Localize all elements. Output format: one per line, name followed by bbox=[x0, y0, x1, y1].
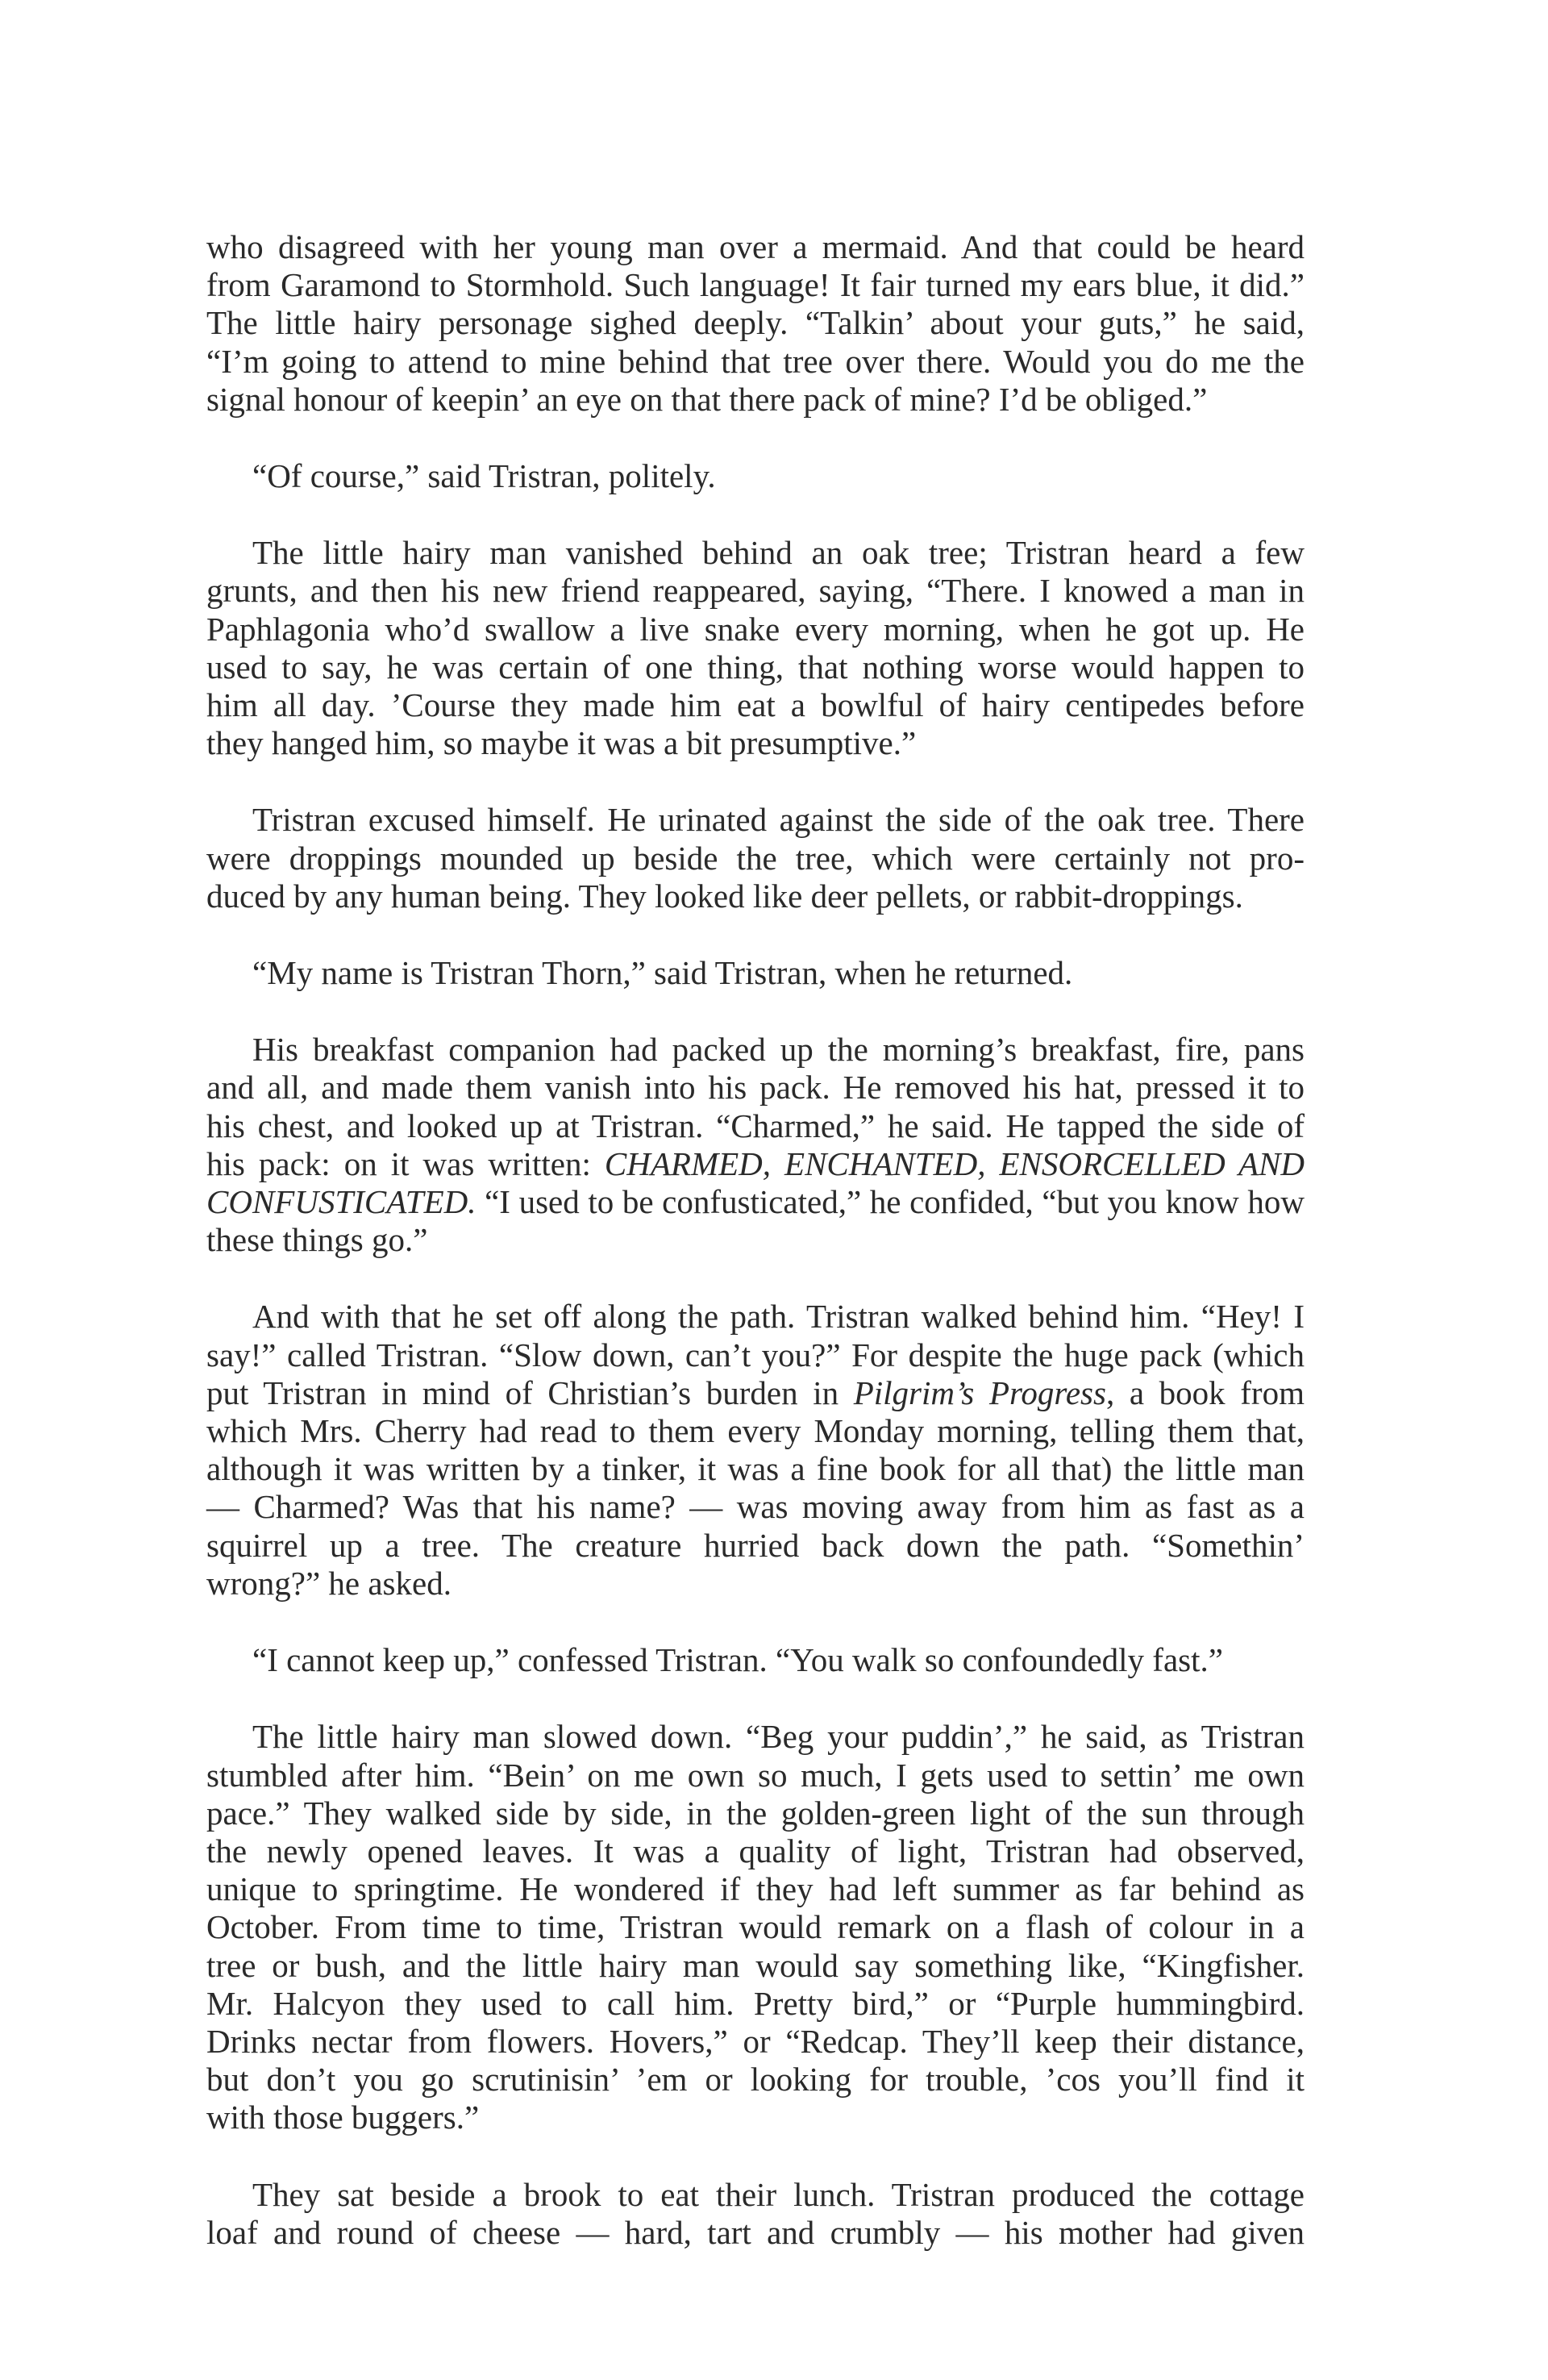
text-line: Paphlagonia who’d swallow a live snake every morning, when he got up. He bbox=[206, 610, 1305, 648]
text-line: from Garamond to Stormhold. Such language! It fair turned my ears blue, it did.” bbox=[206, 266, 1305, 304]
text-line: wrong?” he asked. bbox=[206, 1564, 452, 1602]
text-line: these things go.” bbox=[206, 1221, 428, 1259]
text-line: and all, and made them vanish into his pack. He removed his hat, pressed it to bbox=[206, 1069, 1305, 1107]
paragraph bbox=[206, 954, 1305, 992]
text-line: “I’m going to attend to mine behind that tree over there. Would you do me the bbox=[206, 342, 1305, 380]
text-line: unique to springtime. He wondered if they had left summer as far behind as bbox=[206, 1870, 1305, 1908]
text-line: They sat beside a brook to eat their lunch. Tristran produced the cottage bbox=[252, 2175, 1305, 2213]
text-line: his chest, and looked up at Tristran. “Charmed,” he said. He tapped the side of bbox=[206, 1107, 1305, 1144]
text-line: although it was written by a tinker, it was a fine book for all that) the little man bbox=[206, 1450, 1305, 1488]
text-line: “I cannot keep up,” confessed Tristran. “You walk so confoundedly fast.” bbox=[252, 1641, 1223, 1679]
paragraph bbox=[206, 457, 1305, 495]
text-line: say!” called Tristran. “Slow down, can’t you?” For despite the huge pack (which bbox=[206, 1336, 1305, 1373]
text-line: they hanged him, so maybe it was a bit presumptive.” bbox=[206, 724, 917, 762]
text-line: — Charmed? Was that his name? — was moving away from him as fast as a bbox=[206, 1488, 1305, 1526]
paragraph bbox=[206, 1031, 1305, 1259]
text-line: but don’t you go scrutinisin’ ’em or looking for trouble, ’cos you’ll find it bbox=[206, 2061, 1305, 2099]
paragraph bbox=[206, 534, 1305, 762]
text-line: Mr. Halcyon they used to call him. Pretty bird,” or “Purple hummingbird. bbox=[206, 1984, 1305, 2022]
text-line: “Of course,” said Tristran, politely. bbox=[252, 457, 716, 495]
text-line: grunts, and then his new friend reappeared, saying, “There. I knowed a man in bbox=[206, 572, 1305, 610]
text-line: stumbled after him. “Bein’ on me own so much, I gets used to settin’ me own bbox=[206, 1756, 1305, 1794]
text-line: The little hairy personage sighed deeply. “Talkin’ about your guts,” he said, bbox=[206, 304, 1305, 342]
text-line: duced by any human being. They looked like deer pellets, or rabbit-droppings. bbox=[206, 877, 1243, 915]
text-line: who disagreed with her young man over a mermaid. And that could be heard bbox=[206, 228, 1305, 265]
italic-text: CONFUSTICATED. bbox=[206, 1183, 476, 1221]
body-text bbox=[206, 228, 1305, 2252]
text-line: His breakfast companion had packed up the morning’s breakfast, fire, pans bbox=[252, 1031, 1305, 1069]
text-line: The little hairy man vanished behind an oak tree; Tristran heard a few bbox=[252, 534, 1305, 572]
paragraph bbox=[206, 1641, 1305, 1679]
text-line: his pack: on it was written: CHARMED, ENCHANTED, ENSORCELLED AND bbox=[206, 1144, 1305, 1182]
text-line: were droppings mounded up beside the tree, which were certainly not pro- bbox=[206, 839, 1305, 877]
text-line: signal honour of keepin’ an eye on that there pack of mine? I’d be obliged.” bbox=[206, 380, 1208, 418]
text-line: squirrel up a tree. The creature hurried back down the path. “Somethin’ bbox=[206, 1526, 1305, 1564]
text-line: which Mrs. Cherry had read to them every Monday morning, telling them that, bbox=[206, 1412, 1305, 1450]
text-line: pace.” They walked side by side, in the golden-green light of the sun through bbox=[206, 1794, 1305, 1832]
text-line: the newly opened leaves. It was a quality of light, Tristran had observed, bbox=[206, 1832, 1305, 1869]
text-line: him all day. ’Course they made him eat a bowlful of hairy centipedes before bbox=[206, 686, 1305, 724]
text-line: loaf and round of cheese — hard, tart and crumbly — his mother had given bbox=[206, 2213, 1305, 2251]
text-line: October. From time to time, Tristran would remark on a flash of colour in a bbox=[206, 1908, 1305, 1946]
paragraph bbox=[206, 228, 1305, 419]
italic-text: CHARMED, ENCHANTED, ENSORCELLED AND bbox=[604, 1144, 1305, 1182]
paragraph bbox=[206, 1298, 1305, 1603]
paragraph bbox=[206, 801, 1305, 915]
text-line: CONFUSTICATED. “I used to be confusticated,” he confided, “but you know how bbox=[206, 1183, 1305, 1221]
text-line: Drinks nectar from flowers. Hovers,” or “Redcap. They’ll keep their distance, bbox=[206, 2022, 1305, 2060]
text-line: Tristran excused himself. He urinated against the side of the oak tree. There bbox=[252, 801, 1305, 839]
text-line: put Tristran in mind of Christian’s burden in Pilgrim’s Progress, a book from bbox=[206, 1373, 1305, 1411]
text-line: with those buggers.” bbox=[206, 2099, 480, 2136]
italic-text: Pilgrim’s Progress bbox=[853, 1373, 1106, 1411]
text-line: tree or bush, and the little hairy man would say something like, “Kingfisher. bbox=[206, 1946, 1305, 1984]
text-line: “My name is Tristran Thorn,” said Tristran, when he returned. bbox=[252, 954, 1073, 992]
paragraph bbox=[206, 2176, 1305, 2252]
text-line: And with that he set off along the path. Tristran walked behind him. “Hey! I bbox=[252, 1298, 1305, 1336]
text-line: The little hairy man slowed down. “Beg your puddin’,” he said, as Tristran bbox=[252, 1718, 1305, 1756]
paragraph bbox=[206, 1718, 1305, 2136]
text-line: used to say, he was certain of one thing, that nothing worse would happen to bbox=[206, 648, 1305, 686]
